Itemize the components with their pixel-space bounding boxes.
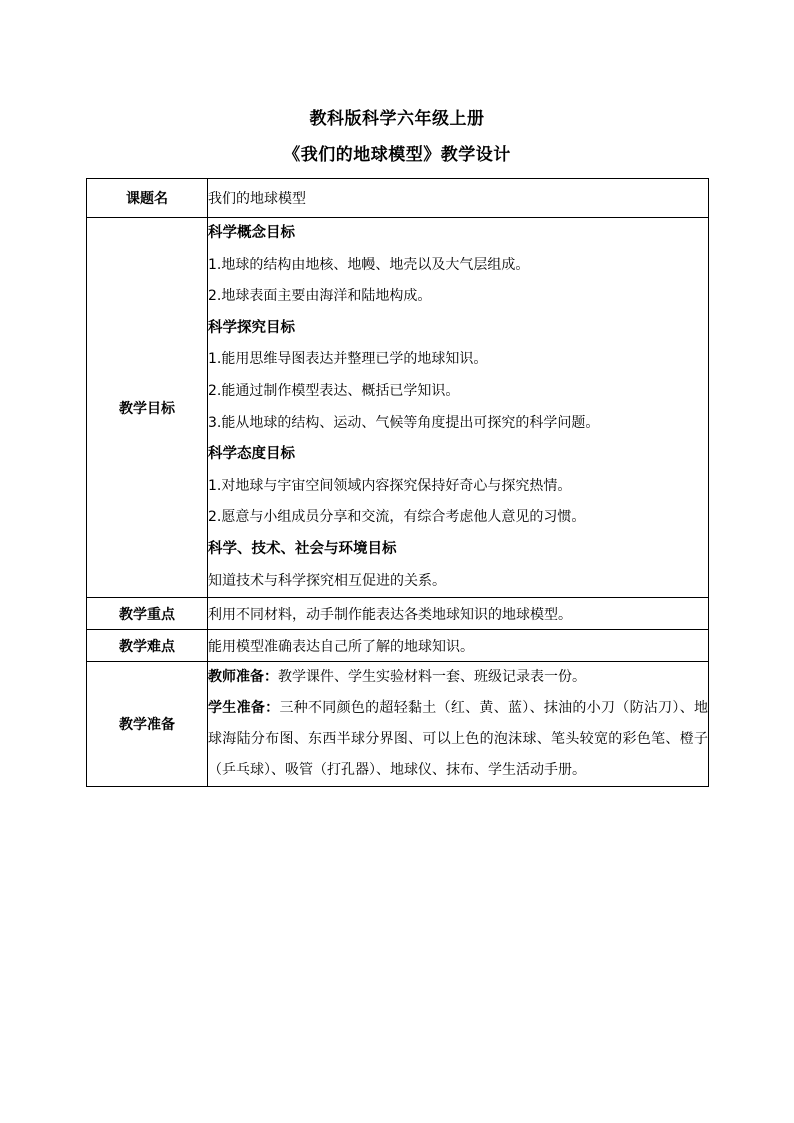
teacher-preparation bbox=[208, 662, 708, 693]
table-row-topic bbox=[87, 179, 709, 218]
student-preparation bbox=[208, 693, 708, 786]
preparation-label: 教学准备 bbox=[87, 662, 208, 787]
attitude-goal-item: 2.愿意与小组成员分享和交流，有综合考虑他人意见的习惯。 bbox=[208, 509, 586, 526]
goals-label: 教学目标 bbox=[87, 218, 208, 598]
table-row-key-point bbox=[87, 598, 709, 630]
inquiry-goal-item: 2.能通过制作模型表达、概括已学知识。 bbox=[208, 382, 460, 399]
attitude-goal-heading: 科学态度目标 bbox=[208, 446, 295, 463]
student-preparation-text: 三种不同颜色的超轻黏土（红、黄、蓝）、抹油的小刀（防沾刀）、地球海陆分布图、东西半球分界图、可以上色的泡沫球、笔头较宽的彩色笔、橙子（乒乓球）、吸管（打孔器）、地球仪、抹布、学生活动手册。 bbox=[208, 700, 709, 779]
teacher-preparation-label: 教师准备： bbox=[208, 669, 278, 686]
key-point-label: 教学重点 bbox=[87, 598, 208, 630]
preparation-content bbox=[208, 662, 709, 787]
document-title: 教科版科学六年级上册 bbox=[309, 109, 485, 129]
table-row-difficulty bbox=[87, 630, 709, 662]
table-row-preparation bbox=[87, 662, 709, 787]
lesson-plan-table bbox=[86, 178, 709, 787]
document-subtitle: 《我们的地球模型》教学设计 bbox=[283, 145, 511, 165]
concept-goal-item: 2.地球表面主要由海洋和陆地构成。 bbox=[208, 288, 432, 305]
inquiry-goal-item: 3.能从地球的结构、运动、气候等角度提出可探究的科学问题。 bbox=[208, 414, 600, 431]
inquiry-goal-heading: 科学探究目标 bbox=[208, 319, 295, 336]
teacher-preparation-text: 教学课件、学生实验材料一套、班级记录表一份。 bbox=[278, 669, 586, 686]
goals-content bbox=[208, 218, 709, 598]
topic-label: 课题名 bbox=[87, 179, 208, 218]
difficulty-value: 能用模型准确表达自己所了解的地球知识。 bbox=[208, 630, 709, 662]
student-preparation-label: 学生准备： bbox=[208, 700, 280, 717]
attitude-goal-item: 1.对地球与宇宙空间领域内容探究保持好奇心与探究热情。 bbox=[208, 477, 572, 494]
topic-value: 我们的地球模型 bbox=[208, 179, 709, 218]
sts-goal-heading: 科学、技术、社会与环境目标 bbox=[208, 540, 397, 557]
table-row-goals bbox=[87, 218, 709, 598]
inquiry-goal-item: 1.能用思维导图表达并整理已学的地球知识。 bbox=[208, 351, 488, 368]
key-point-value: 利用不同材料，动手制作能表达各类地球知识的地球模型。 bbox=[208, 598, 709, 630]
difficulty-label: 教学难点 bbox=[87, 630, 208, 662]
sts-goal-item: 知道技术与科学探究相互促进的关系。 bbox=[208, 572, 446, 589]
concept-goal-heading: 科学概念目标 bbox=[208, 225, 295, 241]
concept-goal-item: 1.地球的结构由地核、地幔、地壳以及大气层组成。 bbox=[208, 256, 530, 273]
